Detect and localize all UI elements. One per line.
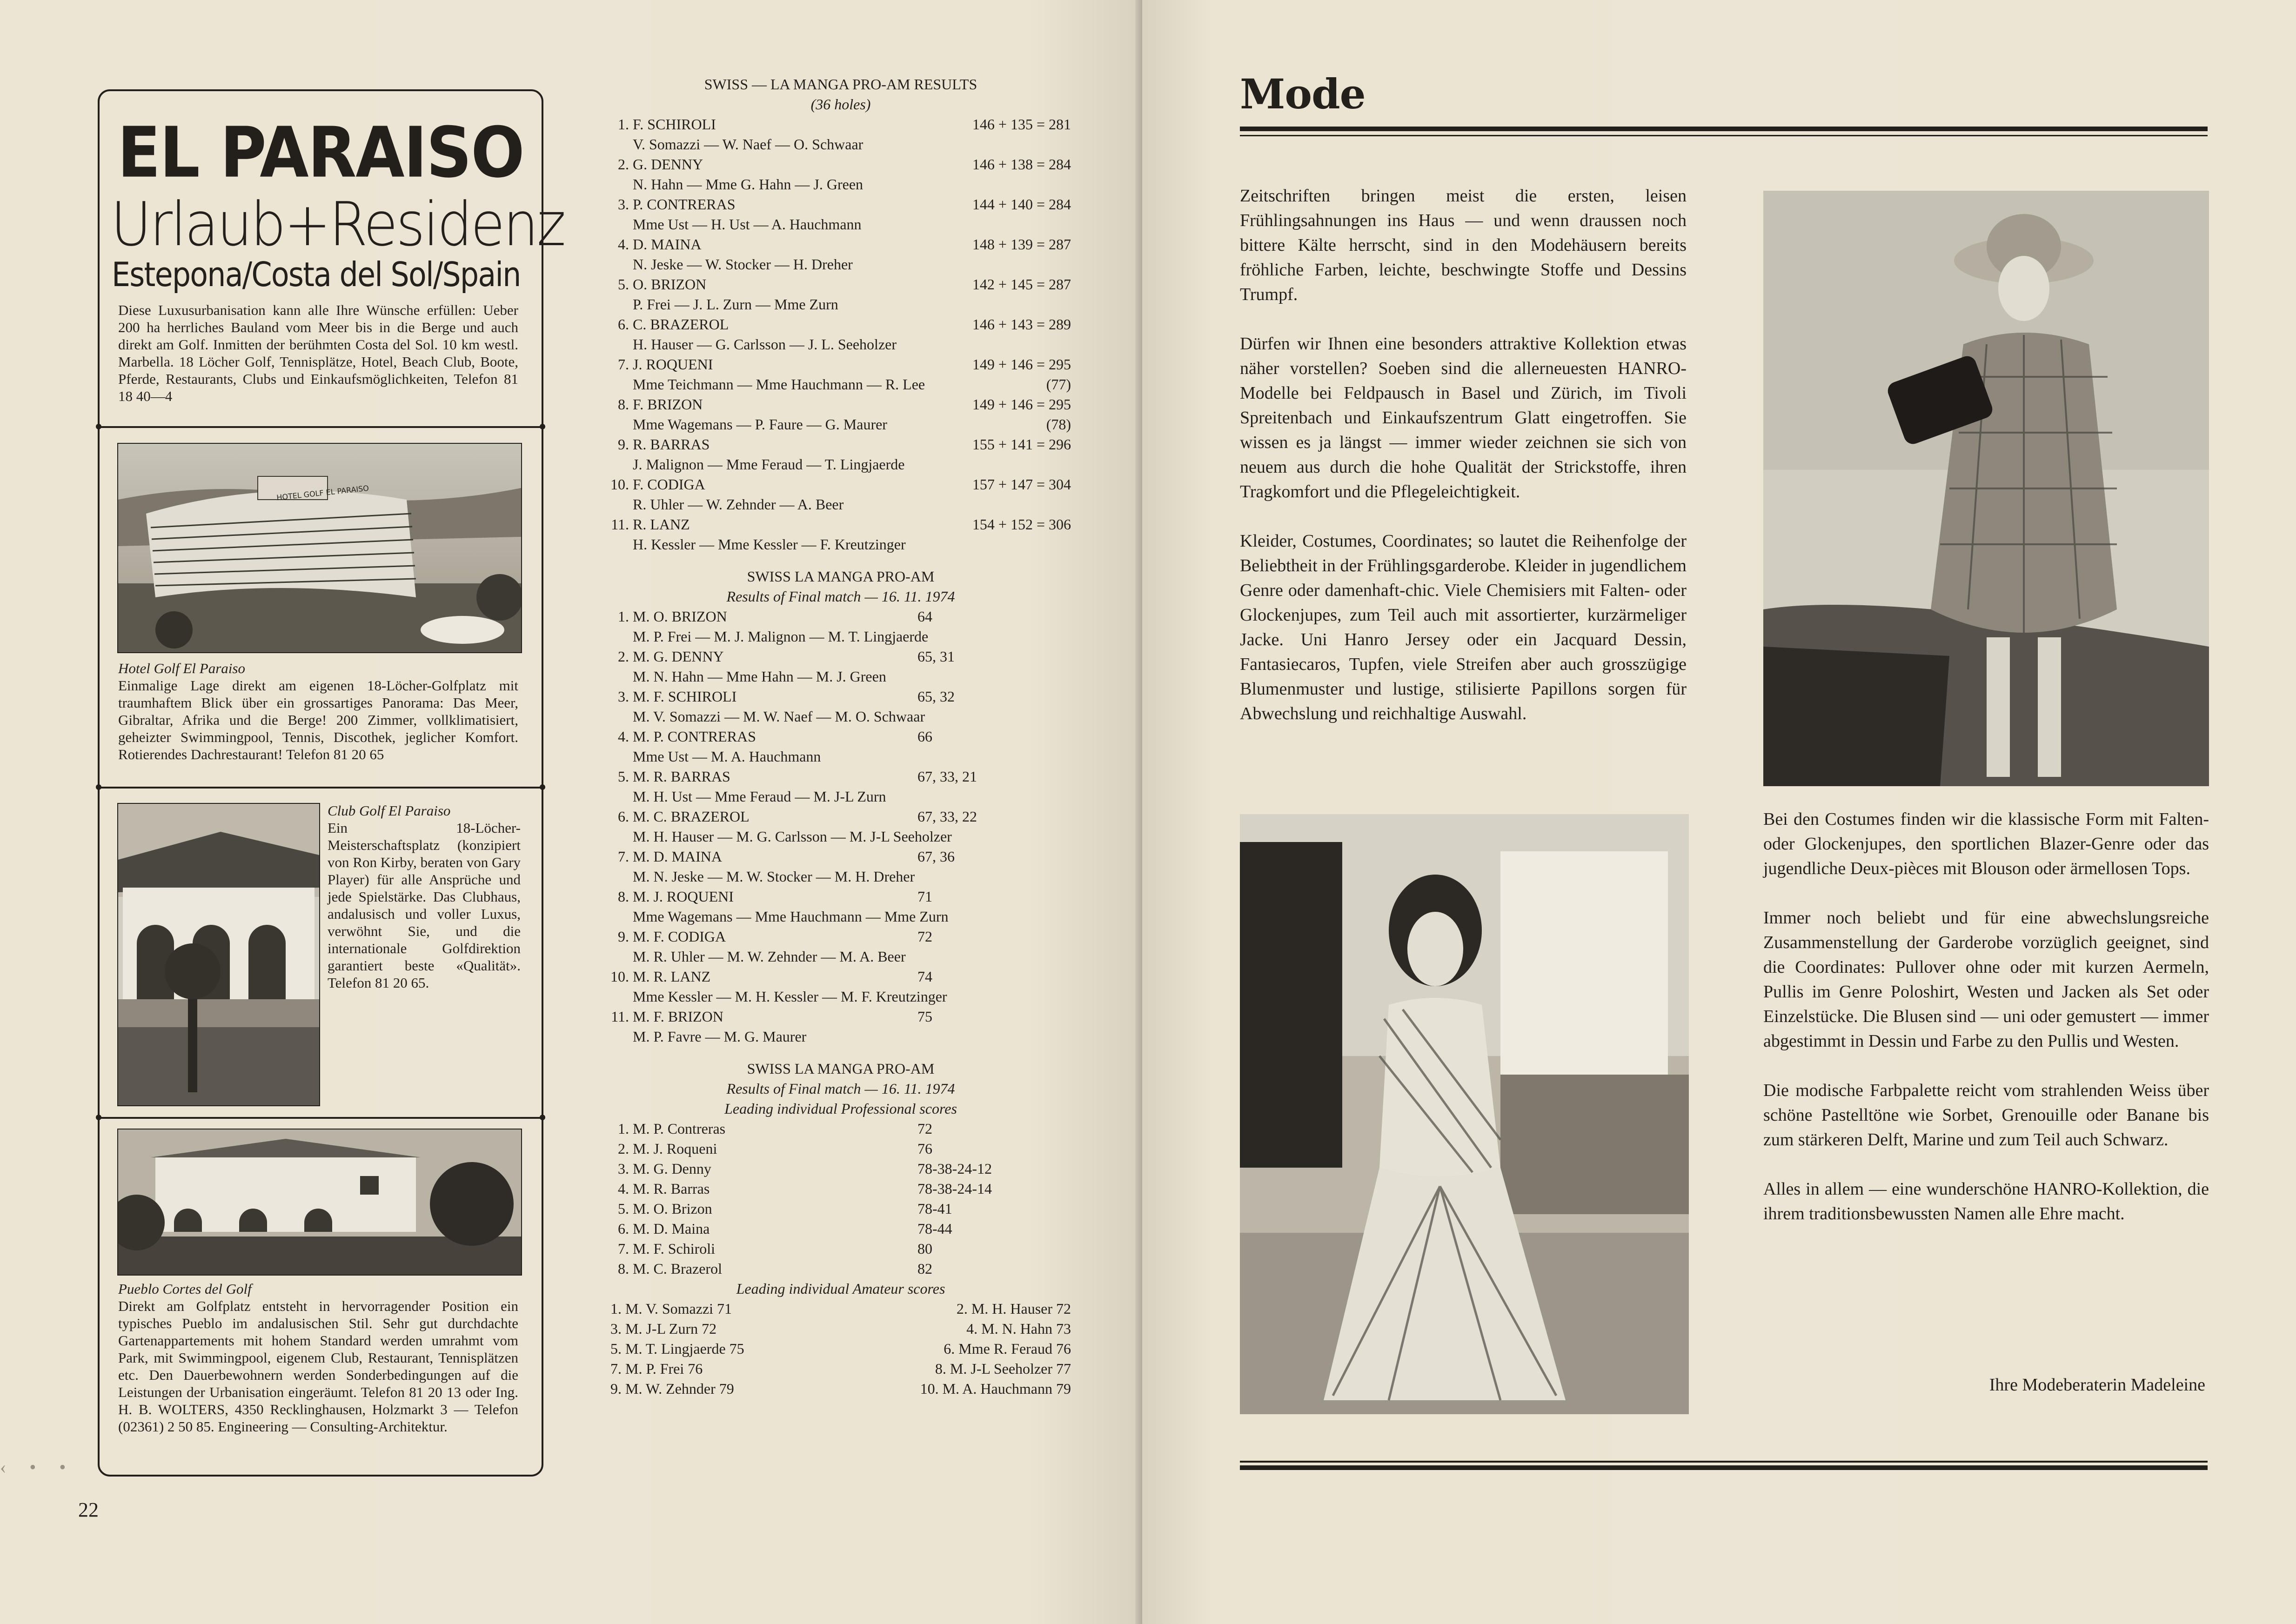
individual-results-subtitle: Results of Final match — 16. 11. 1974 <box>726 1080 955 1097</box>
amateur-score-row <box>610 1359 1071 1379</box>
result-player-name: M. J. Roqueni <box>633 1140 717 1157</box>
result-player-name: M. R. Barras <box>633 1180 710 1197</box>
result-score: 71 <box>917 888 932 905</box>
footer-rule-thin <box>1240 1461 2208 1463</box>
pueblo-text: Direkt am Golfplatz entsteht in hervorragender Position ein typisches Pueblo im andalusischen Stil. Sehr gut durchdachte Gartenappartements mit hohem Standard werden umrahmt vom Park, mit Swimmingpool, eigenem Club, Restaurant, Tennisplätzen etc. Den Dauerbewohnern werden Sonderbedingungen auf die Leistungen der Urbanisation eingeräumt. Telefon 81 20 13 oder Ing. H. B. WOLTERS, 4350 Recklinghausen, Holzmarkt 3 — Telefon (02361) 2 50 85. Engineering — Consulting-Architektur. <box>118 1298 518 1435</box>
result-rank: 2. <box>618 648 629 665</box>
amateur-score-left: 3. M. J-L Zurn 72 <box>610 1320 717 1337</box>
hotel-title: Hotel Golf El Paraiso <box>118 660 245 676</box>
result-row <box>610 194 1071 214</box>
result-score: 67, 33, 21 <box>917 768 977 785</box>
hotel-sign-text: HOTEL GOLF EL PARAISO <box>276 483 369 502</box>
amateur-score-right: 8. M. J-L Seeholzer 77 <box>935 1360 1071 1377</box>
result-player-name: M. O. Brizon <box>633 1200 712 1217</box>
amateur-score-right: 2. M. H. Hauser 72 <box>956 1300 1071 1317</box>
result-team-row <box>610 947 1071 967</box>
result-row <box>610 154 1071 174</box>
result-score: 75 <box>917 1008 932 1025</box>
result-rank: 1. <box>618 116 629 133</box>
professional-scores-list <box>610 1119 1071 1279</box>
final-result-row <box>610 1007 1071 1027</box>
final-result-row <box>610 607 1071 627</box>
result-rank: 4. <box>618 1180 629 1197</box>
article-paragraph: Bei den Costumes finden wir die klassische Form mit Falten- oder Glockenjupes, den sportlichen Blazer-Genre oder das jugendliche Deux-pièces mit Blouson oder ärmellosen Tops. <box>1763 809 2209 878</box>
final-results-title: SWISS LA MANGA PRO-AM <box>747 568 935 585</box>
result-pro-name: P. CONTRERAS <box>633 196 736 213</box>
page-edge-marks: ‹ • • <box>0 1457 75 1477</box>
result-pro-name: R. BARRAS <box>633 436 710 453</box>
result-team-row <box>610 495 1071 515</box>
professional-score-row <box>610 1239 1071 1259</box>
professional-score-row <box>610 1179 1071 1199</box>
result-team-row <box>610 787 1071 807</box>
article-paragraph: Alles in allem — eine wunderschöne HANRO-Kollektion, die ihrem traditionsbewussten Namen alle Ehre macht. <box>1763 1179 2209 1223</box>
result-score: 149 + 146 = 295 <box>972 356 1071 373</box>
result-team-row <box>610 254 1071 274</box>
result-row <box>610 515 1071 535</box>
result-team: Mme Kessler — M. H. Kessler — M. F. Kreutzinger <box>633 988 947 1005</box>
result-team-row <box>610 294 1071 314</box>
amateur-score-row <box>610 1339 1071 1359</box>
result-pro-name: M. P. CONTRERAS <box>633 728 756 745</box>
result-team: N. Hahn — Mme G. Hahn — J. Green <box>633 176 864 193</box>
result-team-row <box>610 987 1071 1007</box>
amateur-score-left: 1. M. V. Somazzi 71 <box>610 1300 732 1317</box>
result-rank: 11. <box>611 1008 629 1025</box>
amateur-scores-heading: Leading individual Amateur scores <box>736 1280 945 1297</box>
article-column-1 <box>1240 184 1687 751</box>
result-player-name: M. P. Contreras <box>633 1120 726 1137</box>
result-score: 146 + 138 = 284 <box>972 156 1071 173</box>
result-row <box>610 314 1071 334</box>
result-team: M. N. Jeske — M. W. Stocker — M. H. Dreher <box>633 868 915 885</box>
club-text: Ein 18-Löcher-Meisterschaftsplatz (konzipiert von Ron Kirby, beraten von Gary Player) für alle Ansprüche und jede Spielstärke. Das Clubhaus, andalusisch und voller Luxus, verwöhnt Sie, und die internationale Golfdirektion garantiert beste «Qualität». Telefon 81 20 65. <box>328 820 521 991</box>
result-row <box>610 434 1071 454</box>
result-player-name: M. C. Brazerol <box>633 1260 722 1277</box>
result-rank: 5. <box>618 768 629 785</box>
result-pro-name: R. LANZ <box>633 516 690 533</box>
result-extra <box>1015 294 1071 314</box>
fashion-photo-costume <box>1763 191 2209 786</box>
result-pro-name: M. F. BRIZON <box>633 1008 723 1025</box>
final-result-row <box>610 847 1071 867</box>
result-extra: (77) <box>1046 376 1071 393</box>
result-team: J. Malignon — Mme Feraud — T. Lingjaerde <box>633 456 905 473</box>
result-rank: 4. <box>618 728 629 745</box>
result-score: 82 <box>917 1260 932 1277</box>
final-result-row <box>610 887 1071 907</box>
result-extra: (78) <box>1046 416 1071 433</box>
result-rank: 3. <box>618 688 629 705</box>
result-pro-name: O. BRIZON <box>633 276 707 293</box>
result-pro-name: M. O. BRIZON <box>633 608 727 625</box>
professional-score-row <box>610 1119 1071 1139</box>
result-team: Mme Ust — M. A. Hauchmann <box>633 748 821 765</box>
result-team: P. Frei — J. L. Zurn — Mme Zurn <box>633 296 838 313</box>
left-page <box>0 0 1142 1624</box>
amateur-score-left: 9. M. W. Zehnder 79 <box>610 1380 734 1397</box>
final-result-row <box>610 767 1071 787</box>
section-title: Mode <box>1240 70 1366 118</box>
result-pro-name: M. F. CODIGA <box>633 928 726 945</box>
ad-headline: Urlaub+Residenz <box>111 189 564 260</box>
result-score: 148 + 139 = 287 <box>972 236 1071 253</box>
result-score: 65, 32 <box>917 688 955 705</box>
result-team-row <box>610 134 1071 154</box>
result-score: 78-38-24-12 <box>917 1160 992 1177</box>
result-extra <box>1015 535 1071 555</box>
result-team-row <box>610 627 1071 647</box>
result-team-row <box>610 707 1071 727</box>
result-extra <box>1015 254 1071 274</box>
result-pro-name: C. BRAZEROL <box>633 316 729 333</box>
result-rank: 3. <box>618 196 629 213</box>
result-player-name: M. D. Maina <box>633 1220 710 1237</box>
result-extra <box>1015 495 1071 515</box>
result-team: Mme Wagemans — P. Faure — G. Maurer <box>633 416 887 433</box>
result-score: 66 <box>917 728 932 745</box>
amateur-score-right: 6. Mme R. Feraud 76 <box>944 1340 1071 1357</box>
result-score: 149 + 146 = 295 <box>972 396 1071 413</box>
result-score: 76 <box>917 1140 932 1157</box>
result-team: H. Hauser — G. Carlsson — J. L. Seeholzer <box>633 336 897 353</box>
result-team: M. H. Ust — Mme Feraud — M. J-L Zurn <box>633 788 886 805</box>
article-column-2 <box>1763 807 2209 1251</box>
result-score: 144 + 140 = 284 <box>972 196 1071 213</box>
article-paragraph: Dürfen wir Ihnen eine besonders attraktive Kollektion etwas näher vorstellen? Soeben sind die allerneuesten HANRO-Modelle bei Feldpausch in Basel und Zürich, im Tivoli Spreitenbach und Einkaufszentrum Glatt eingetroffen. Sie wissen es ja längst — immer wieder zeichnen sie sich von neuem aus durch die hohe Qualität der Strickstoffe, ihren Tragkomfort und die Pflegeleichtigkeit. <box>1240 334 1687 501</box>
hotel-description <box>118 660 518 763</box>
result-rank: 3. <box>618 1160 629 1177</box>
result-score: 142 + 145 = 287 <box>972 276 1071 293</box>
title-rule <box>1240 127 2208 131</box>
article-paragraph: Immer noch beliebt und für eine abwechslungsreiche Zusammenstellung der Garderobe vorzüglich geeignet, sind die Coordinates: Pullover ohne oder mit kurzen Aermeln, Pullis im Genre Poloshirt, Westen und Jacken als Set oder Einzelstücke. Die Blusen sind — uni oder gemustert — immer abgestimmt in Dessin und Farbe zu den Pullis und Westen. <box>1763 908 2209 1051</box>
result-row <box>610 475 1071 495</box>
result-extra <box>1015 174 1071 194</box>
golf-results-column <box>610 74 1071 1399</box>
result-rank: 5. <box>618 1200 629 1217</box>
result-score: 74 <box>917 968 932 985</box>
result-rank: 5. <box>618 276 629 293</box>
result-team: V. Somazzi — W. Naef — O. Schwaar <box>633 136 864 153</box>
hotel-photo <box>117 443 522 653</box>
result-pro-name: M. J. ROQUENI <box>633 888 734 905</box>
result-team: N. Jeske — W. Stocker — H. Dreher <box>633 256 853 273</box>
result-team-row <box>610 667 1071 687</box>
result-rank: 9. <box>618 436 629 453</box>
results-title: SWISS — LA MANGA PRO-AM RESULTS <box>704 76 977 93</box>
pueblo-title: Pueblo Cortes del Golf <box>118 1281 252 1297</box>
result-team: M. P. Favre — M. G. Maurer <box>633 1028 807 1045</box>
result-rank: 11. <box>611 516 629 533</box>
el-paraiso-advertisement <box>98 89 564 1477</box>
result-rank: 9. <box>618 928 629 945</box>
result-rank: 10. <box>610 476 629 493</box>
professional-score-row <box>610 1139 1071 1159</box>
amateur-scores-list <box>610 1299 1071 1399</box>
result-rank: 8. <box>618 888 629 905</box>
result-extra <box>1015 454 1071 475</box>
final-result-row <box>610 927 1071 947</box>
result-team: Mme Ust — H. Ust — A. Hauchmann <box>633 216 862 233</box>
result-extra <box>1015 334 1071 354</box>
individual-results-title: SWISS LA MANGA PRO-AM <box>747 1060 935 1077</box>
result-team-row <box>610 414 1071 434</box>
result-row <box>610 394 1071 414</box>
result-score: 67, 36 <box>917 848 955 865</box>
amateur-score-left: 5. M. T. Lingjaerde 75 <box>610 1340 744 1357</box>
result-pro-name: M. R. BARRAS <box>633 768 730 785</box>
result-score: 146 + 143 = 289 <box>972 316 1071 333</box>
result-score: 65, 31 <box>917 648 955 665</box>
article-paragraph: Kleider, Costumes, Coordinates; so lautet die Reihenfolge der Beliebtheit in der Frühlingsgarderobe. Kleider in jugendlichem Genre oder damenhaft-chic. Viele Chemisiers mit Falten- oder Glockenjupes, zum Teil auch mit assortierter, kurzärmeliger Jacke. Uni Hanro Jersey oder ein Jacquard Dessin, Fantasiecaros, Tupfen, viele Streifen aber auch grosszügige Blumenmuster und lustige, stilisierte Papillons sorgen für Abwechslung und reichhaltige Auswahl. <box>1240 531 1687 723</box>
footer-rule <box>1240 1465 2208 1470</box>
ad-brand: EL PARAISO <box>117 113 524 194</box>
results-36-holes-list <box>610 114 1071 555</box>
result-pro-name: D. MAINA <box>633 236 702 253</box>
ad-divider <box>100 787 542 789</box>
result-team-row <box>610 454 1071 475</box>
result-team-row <box>610 374 1071 394</box>
ad-bullet <box>96 1115 101 1120</box>
result-team: M. H. Hauser — M. G. Carlsson — M. J-L Seeholzer <box>633 828 952 845</box>
result-rank: 1. <box>618 608 629 625</box>
ad-bullet <box>540 424 545 429</box>
result-player-name: M. G. Denny <box>633 1160 711 1177</box>
result-rank: 2. <box>618 156 629 173</box>
result-team: Mme Wagemans — Mme Hauchmann — Mme Zurn <box>633 908 949 925</box>
author-signature: Ihre Modeberaterin Madeleine <box>1989 1375 2205 1395</box>
final-result-row <box>610 687 1071 707</box>
result-rank: 4. <box>618 236 629 253</box>
final-result-row <box>610 807 1071 827</box>
amateur-score-right: 4. M. N. Hahn 73 <box>966 1320 1071 1337</box>
amateur-score-right: 10. M. A. Hauchmann 79 <box>920 1380 1071 1397</box>
result-row <box>610 234 1071 254</box>
ad-divider <box>100 426 542 428</box>
result-pro-name: F. BRIZON <box>633 396 703 413</box>
hotel-photo-illustration <box>118 444 521 652</box>
ad-location: Estepona/Costa del Sol/Spain <box>112 255 521 294</box>
result-team: M. V. Somazzi — M. W. Naef — M. O. Schwaar <box>633 708 925 725</box>
result-team-row <box>610 907 1071 927</box>
result-team: Mme Teichmann — Mme Hauchmann — R. Lee <box>633 376 925 393</box>
result-score: 154 + 152 = 306 <box>972 516 1071 533</box>
result-rank: 8. <box>618 396 629 413</box>
results-subtitle: (36 holes) <box>810 96 871 113</box>
ad-bullet <box>96 424 101 429</box>
result-rank: 6. <box>618 1220 629 1237</box>
result-score: 146 + 135 = 281 <box>972 116 1071 133</box>
result-score: 155 + 141 = 296 <box>972 436 1071 453</box>
result-pro-name: J. ROQUENI <box>633 356 713 373</box>
result-team-row <box>610 174 1071 194</box>
result-rank: 10. <box>610 968 629 985</box>
result-rank: 7. <box>618 356 629 373</box>
article-paragraph: Die modische Farbpalette reicht vom strahlenden Weiss über schöne Pastelltöne wie Sorbet, Grenouille oder Banane bis zum stärkeren Delft, Marine und zum Teil auch Schwarz. <box>1763 1081 2209 1149</box>
final-result-row <box>610 967 1071 987</box>
final-result-row <box>610 647 1071 667</box>
pueblo-description <box>118 1280 518 1435</box>
result-team: H. Kessler — Mme Kessler — F. Kreutzinger <box>633 536 906 553</box>
result-team-row <box>610 827 1071 847</box>
result-team-row <box>610 535 1071 555</box>
result-team-row <box>610 747 1071 767</box>
result-score: 78-44 <box>917 1220 952 1237</box>
ad-intro: Diese Luxusurbanisation kann alle Ihre Wünsche erfüllen: Ueber 200 ha herrliches Bauland vom Meer bis in die Berge und auch direkt am Golf. Inmitten der berühmten Costa del Sol. 10 km westl. Marbella. 18 Löcher Golf, Tennisplätze, Hotel, Beach Club, Boote, Pferde, Restaurants, Clubs und Einkaufsmöglichkeiten, Telefon 81 18 40—4 <box>118 302 518 404</box>
result-score: 157 + 147 = 304 <box>972 476 1071 493</box>
pueblo-photo <box>117 1129 522 1276</box>
ad-divider <box>100 1117 542 1119</box>
result-rank: 6. <box>618 316 629 333</box>
result-score: 80 <box>917 1240 932 1257</box>
club-title: Club Golf El Paraiso <box>328 802 451 819</box>
fashion-photo-dress-illustration <box>1240 814 1689 1414</box>
result-rank: 7. <box>618 1240 629 1257</box>
result-rank: 1. <box>618 1120 629 1137</box>
professional-score-row <box>610 1219 1071 1239</box>
result-score: 72 <box>917 928 932 945</box>
club-description <box>328 802 521 991</box>
result-score: 64 <box>917 608 932 625</box>
result-pro-name: F. CODIGA <box>633 476 705 493</box>
result-team: M. P. Frei — M. J. Malignon — M. T. Lingjaerde <box>633 628 929 645</box>
hotel-text: Einmalige Lage direkt am eigenen 18-Löcher-Golfplatz mit traumhaftem Blick über ein grossartiges Panorama: Das Meer, Gibraltar, Afrika und die Berge! 200 Zimmer, vollklimatisiert, geheizter Swimmingpool, Tennis, Discothek, jeglicher Komfort. Rotierendes Dachrestaurant! Telefon 81 20 65 <box>118 677 518 762</box>
fashion-photo-dress <box>1240 814 1689 1414</box>
professional-score-row <box>610 1259 1071 1279</box>
result-team-row <box>610 1027 1071 1047</box>
final-results-subtitle: Results of Final match — 16. 11. 1974 <box>726 588 955 605</box>
result-team: M. N. Hahn — Mme Hahn — M. J. Green <box>633 668 886 685</box>
result-rank: 2. <box>618 1140 629 1157</box>
pueblo-photo-illustration <box>118 1129 521 1275</box>
result-pro-name: M. C. BRAZEROL <box>633 808 750 825</box>
result-extra <box>1015 134 1071 154</box>
result-row <box>610 274 1071 294</box>
professional-scores-heading: Leading individual Professional scores <box>724 1100 957 1117</box>
professional-score-row <box>610 1159 1071 1179</box>
title-rule-thin <box>1240 135 2208 136</box>
result-rank: 7. <box>618 848 629 865</box>
final-results-list <box>610 607 1071 1047</box>
final-result-row <box>610 727 1071 747</box>
article-paragraph: Zeitschriften bringen meist die ersten, leisen Frühlingsahnungen ins Haus — und wenn draussen noch bittere Kälte herrscht, sind in den Modehäusern bereits fröhliche Farben, leichte, beschwingte Stoffe und Dessins Trumpf. <box>1240 186 1687 304</box>
result-team: R. Uhler — W. Zehnder — A. Beer <box>633 496 844 513</box>
result-score: 78-38-24-14 <box>917 1180 992 1197</box>
professional-score-row <box>610 1199 1071 1219</box>
fashion-photo-costume-illustration <box>1763 191 2209 786</box>
result-pro-name: M. G. DENNY <box>633 648 724 665</box>
result-team-row <box>610 214 1071 234</box>
result-row <box>610 354 1071 374</box>
page-number: 22 <box>78 1498 99 1521</box>
result-rank: 6. <box>618 808 629 825</box>
ad-bullet <box>540 1115 545 1120</box>
result-score: 78-41 <box>917 1200 952 1217</box>
result-pro-name: M. R. LANZ <box>633 968 711 985</box>
ad-bullet <box>96 784 101 790</box>
result-team-row <box>610 334 1071 354</box>
clubhouse-photo <box>117 803 320 1106</box>
amateur-score-row <box>610 1299 1071 1319</box>
result-team: M. R. Uhler — M. W. Zehnder — M. A. Beer <box>633 948 906 965</box>
result-row <box>610 114 1071 134</box>
result-rank: 8. <box>618 1260 629 1277</box>
result-pro-name: M. D. MAINA <box>633 848 722 865</box>
result-score: 72 <box>917 1120 932 1137</box>
result-pro-name: F. SCHIROLI <box>633 116 716 133</box>
result-score: 67, 33, 22 <box>917 808 977 825</box>
amateur-score-left: 7. M. P. Frei 76 <box>610 1360 703 1377</box>
amateur-score-row <box>610 1379 1071 1399</box>
clubhouse-photo-illustration <box>118 804 319 1105</box>
ad-bullet <box>540 784 545 790</box>
result-extra <box>1015 214 1071 234</box>
result-pro-name: M. F. SCHIROLI <box>633 688 737 705</box>
result-pro-name: G. DENNY <box>633 156 703 173</box>
amateur-score-row <box>610 1319 1071 1339</box>
result-team-row <box>610 867 1071 887</box>
result-player-name: M. F. Schiroli <box>633 1240 716 1257</box>
